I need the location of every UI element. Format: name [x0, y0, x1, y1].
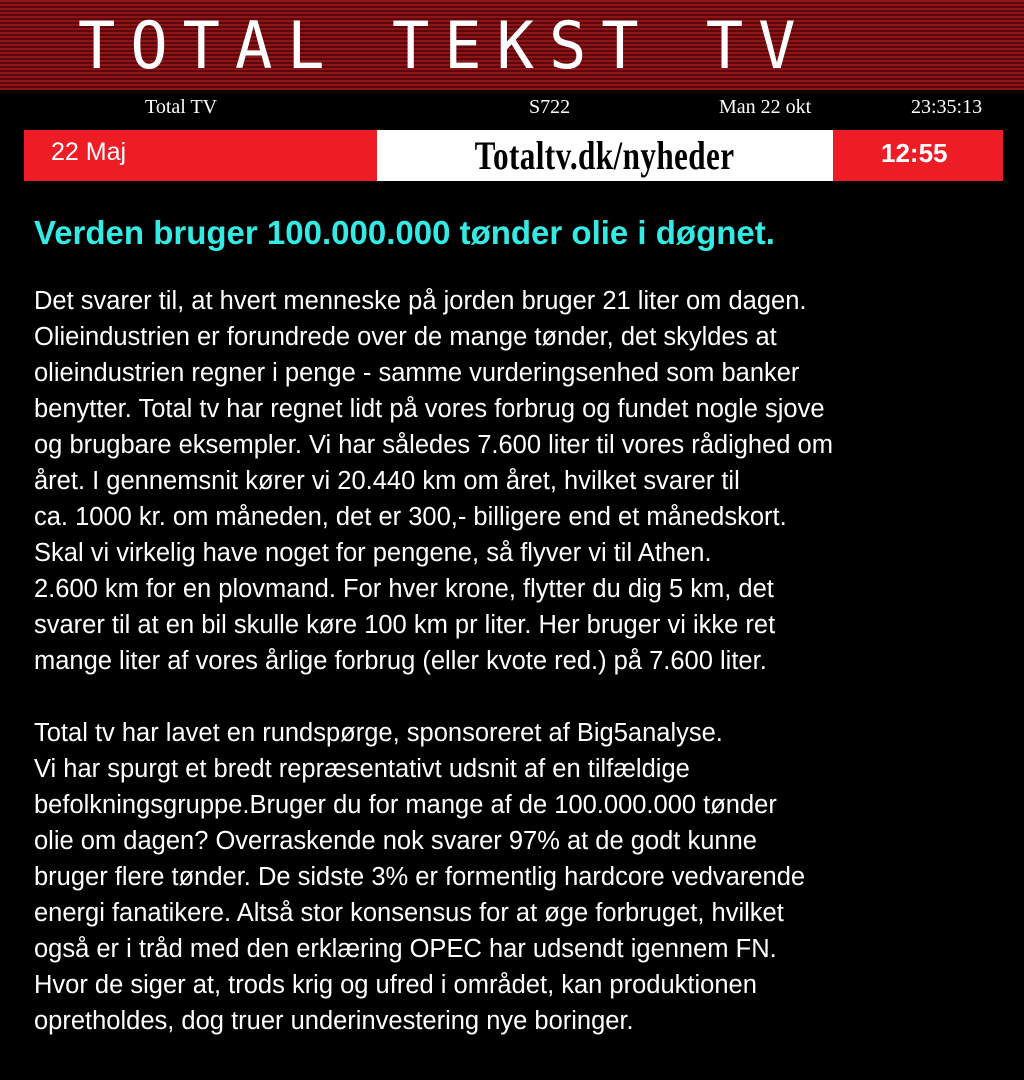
article-text-line: energi fanatikere. Altså stor konsensus for at øge forbruget, hvilket: [34, 899, 784, 927]
article-text-line: befolkningsgruppe.Bruger du for mange af de 100.000.000 tønder: [34, 791, 777, 819]
news-url-box[interactable]: [377, 130, 833, 181]
article-text-line: Hvor de siger at, trods krig og ufred i området, kan produktionen: [34, 971, 757, 999]
article-text-line: Det svarer til, at hvert menneske på jorden bruger 21 liter om dagen.: [34, 287, 807, 315]
news-date: 22 Maj: [51, 138, 127, 166]
article-text-line: Vi har spurgt et bredt repræsentativt udsnit af en tilfældige: [34, 755, 690, 783]
article-paragraph-2: [34, 715, 1014, 1039]
article-text-line: benytter. Total tv har regnet lidt på vores forbrug og fundet nogle sjove: [34, 395, 825, 423]
news-strip: [24, 130, 1003, 181]
article-text-line: opretholdes, dog truer underinvestering nye boringer.: [34, 1007, 634, 1035]
channel-name: Total TV: [145, 96, 218, 118]
article-text-line: 2.600 km for en plovmand. For hver krone, flytter du dig 5 km, det: [34, 575, 774, 603]
paragraph-gap: [34, 679, 1014, 715]
article-text-line: Total tv har lavet en rundspørge, sponsoreret af Big5analyse.: [34, 719, 723, 747]
article-text-line: olie om dagen? Overraskende nok svarer 97% at de godt kunne: [34, 827, 757, 855]
article-text-line: bruger flere tønder. De sidste 3% er formentlig hardcore vedvarende: [34, 863, 806, 891]
news-time: 12:55: [881, 138, 948, 168]
article-text-line: året. I gennemsnit kører vi 20.440 km om året, hvilket svarer til: [34, 467, 740, 495]
news-url-link[interactable]: Totaltv.dk/nyheder: [475, 133, 735, 178]
article-paragraph-1: [34, 283, 1014, 679]
article-text-line: svarer til at en bil skulle køre 100 km pr liter. Her bruger vi ikke ret: [34, 611, 776, 639]
current-date: Man 22 okt: [719, 96, 812, 118]
banner-title: TOTAL TEKST TV: [78, 7, 811, 84]
article-text-line: olieindustrien regner i penge - samme vurderingsenhed som banker: [34, 359, 800, 387]
current-time: 23:35:13: [911, 96, 983, 118]
article-headline: Verden bruger 100.000.000 tønder olie i døgnet.: [34, 214, 775, 251]
article-text-line: ca. 1000 kr. om måneden, det er 300,- billigere end et månedskort.: [34, 503, 787, 531]
article-text-line: Skal vi virkelig have noget for pengene, så flyver vi til Athen.: [34, 539, 712, 567]
article-text-line: Olieindustrien er forundrede over de mange tønder, det skyldes at: [34, 323, 777, 351]
page-number: S722: [529, 96, 571, 118]
article-body: [34, 283, 1014, 1039]
info-row: [0, 96, 1024, 122]
article-text-line: også er i tråd med den erklæring OPEC har udsendt igennem FN.: [34, 935, 777, 963]
header-banner: [0, 0, 1024, 90]
article-text-line: og brugbare eksempler. Vi har således 7.600 liter til vores rådighed om: [34, 431, 833, 459]
article-text-line: mange liter af vores årlige forbrug (eller kvote red.) på 7.600 liter.: [34, 647, 767, 675]
